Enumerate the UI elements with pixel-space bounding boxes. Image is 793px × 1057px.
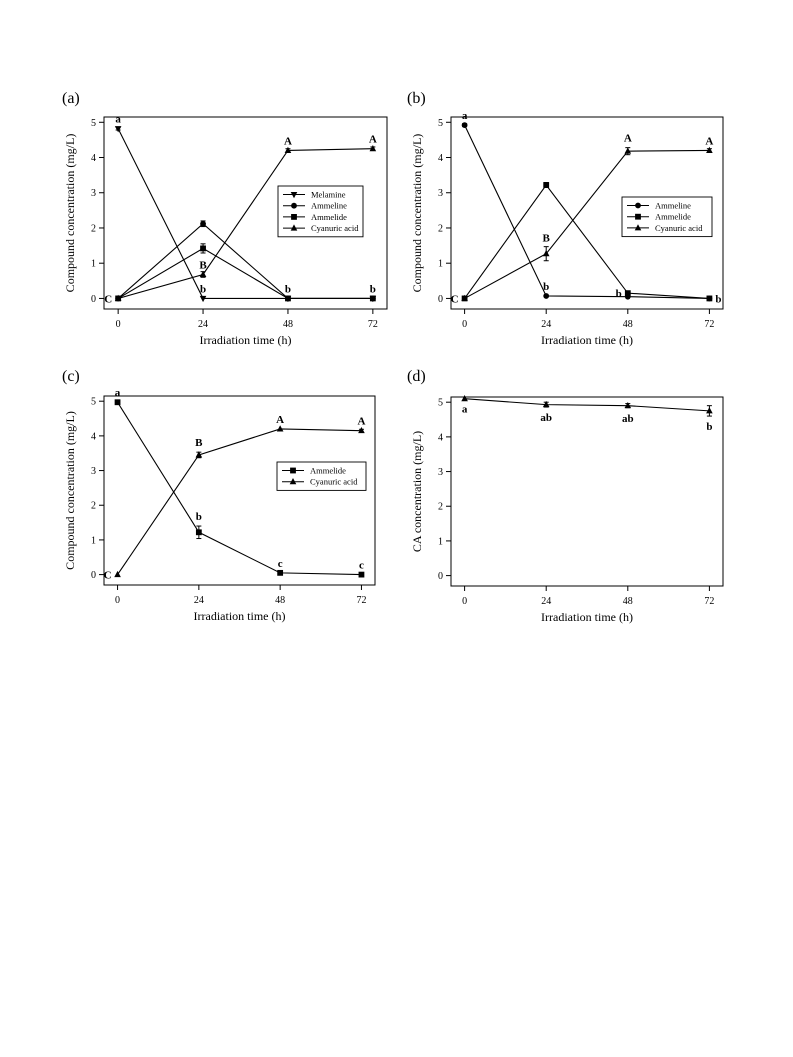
y-axis-label: CA concentration (mg/L) [410,430,424,553]
data-point [200,221,206,227]
legend-label: Ammelide [311,211,347,222]
y-tick-label: 1 [438,536,443,548]
significance-label: C [103,569,112,582]
x-tick-label: 72 [704,596,715,607]
legend-label: Cyanuric acid [655,222,703,233]
x-tick-label: 48 [622,596,633,607]
series-line [465,399,710,411]
legend [278,186,363,237]
significance-label: C [104,293,113,306]
y-tick-label: 0 [438,293,443,305]
data-point [461,395,468,401]
data-point [543,182,549,188]
chart-panel-3 [62,368,375,623]
legend-marker [635,214,641,220]
x-tick-label: 24 [193,595,204,606]
significance-label: ab [540,412,553,425]
y-tick-label: 0 [91,293,96,305]
legend-label: Cyanuric acid [311,223,359,234]
data-point [625,290,631,296]
series-cyanuric-acid [114,425,365,577]
y-tick-label: 4 [91,431,96,443]
y-tick-label: 3 [91,188,96,200]
x-tick-label: 24 [198,319,209,330]
significance-label: c [277,557,283,570]
significance-label: a [115,113,121,126]
x-axis-label: Irradiation time (h) [193,609,286,623]
series-line [118,248,373,298]
legend-label: Ammelide [310,465,346,476]
significance-label: a [461,110,468,123]
data-point [625,402,632,408]
data-point [625,147,632,153]
data-point [200,296,207,302]
data-point [277,425,284,431]
x-axis-label: Irradiation time (h) [541,333,633,347]
y-tick-label: 5 [91,396,96,408]
panel-label: (b) [407,90,426,107]
data-point [115,126,122,132]
legend [622,197,712,237]
y-tick-label: 4 [91,153,96,165]
data-point [543,293,549,299]
x-tick-label: 0 [462,596,468,607]
x-tick-label: 0 [462,319,468,330]
significance-label: b [706,421,713,434]
y-axis-label: Compound concentration (mg/L) [63,133,77,293]
y-tick-label: 4 [438,153,443,165]
y-tick-label: 0 [91,570,96,582]
data-point [358,427,365,433]
x-tick-label: 48 [275,595,286,606]
data-point [285,147,292,153]
x-axis-label: Irradiation time (h) [199,333,292,347]
significance-label: a [114,387,121,400]
panel-label: (a) [62,90,80,107]
data-point [707,296,713,302]
x-tick-label: 0 [115,595,121,606]
significance-label: C [450,293,459,306]
significance-label: B [199,259,207,272]
y-tick-label: 5 [438,117,443,129]
x-tick-label: 24 [541,319,552,330]
significance-label: B [195,437,203,450]
data-point [359,572,365,578]
series-ammelide [115,244,376,302]
y-tick-label: 1 [91,258,96,270]
legend-label: Ammeline [311,200,347,211]
legend [277,462,366,490]
x-tick-label: 72 [367,319,378,330]
chart-panel-4 [407,368,723,624]
significance-label: b [615,288,622,301]
significance-label: ab [621,412,634,425]
significance-label: a [461,403,468,416]
significance-label: c [359,559,364,572]
legend-label: Cyanuric acid [310,476,358,487]
plot-frame [451,397,723,586]
x-axis-label: Irradiation time (h) [541,610,633,624]
y-tick-label: 3 [91,466,96,478]
legend-label: Melamine [311,189,346,200]
y-tick-label: 2 [438,223,443,235]
data-point [196,529,202,535]
data-point [706,147,713,153]
legend-marker [290,468,296,474]
data-point [370,296,376,302]
y-tick-label: 3 [438,188,443,200]
legend-marker [635,203,641,209]
x-tick-label: 72 [356,595,367,606]
legend-label: Ammelide [655,211,691,222]
significance-label: A [283,135,292,148]
panel-label: (c) [62,368,80,385]
data-point [370,145,377,151]
significance-label: A [705,135,714,148]
data-point [277,570,283,576]
x-tick-label: 48 [622,319,633,330]
y-tick-label: 5 [91,117,96,129]
y-tick-label: 1 [91,535,96,547]
y-tick-label: 4 [438,432,443,444]
significance-label: A [357,415,366,428]
y-tick-label: 2 [91,500,96,512]
data-point [462,122,468,128]
significance-label: A [623,132,632,145]
legend-label: Ammeline [655,200,691,211]
significance-label: A [276,413,285,426]
series-ca [461,395,712,416]
x-tick-label: 24 [541,596,552,607]
significance-label: b [715,293,722,306]
x-tick-label: 72 [704,319,715,330]
significance-label: b [195,511,202,524]
y-tick-label: 0 [438,571,443,583]
y-tick-label: 5 [438,397,443,409]
significance-label: b [369,283,376,296]
significance-label: b [199,283,207,296]
y-tick-label: 2 [91,223,96,235]
legend-marker [291,214,297,220]
x-tick-label: 48 [282,319,293,330]
significance-label: A [368,133,377,146]
legend-marker [291,203,297,209]
y-axis-label: Compound concentration (mg/L) [63,411,77,570]
y-tick-label: 3 [438,467,443,479]
significance-label: b [284,283,292,296]
significance-label: B [542,232,550,245]
y-tick-label: 2 [438,501,443,513]
significance-label: b [543,280,550,293]
data-point [115,399,121,405]
panel-label: (d) [407,368,426,385]
data-point [285,296,291,302]
data-point [200,246,206,252]
y-tick-label: 1 [438,258,443,270]
y-axis-label: Compound concentration (mg/L) [410,133,424,293]
chart-panel-2 [407,90,723,347]
chart-panel-1 [62,90,387,347]
x-tick-label: 0 [115,319,121,330]
